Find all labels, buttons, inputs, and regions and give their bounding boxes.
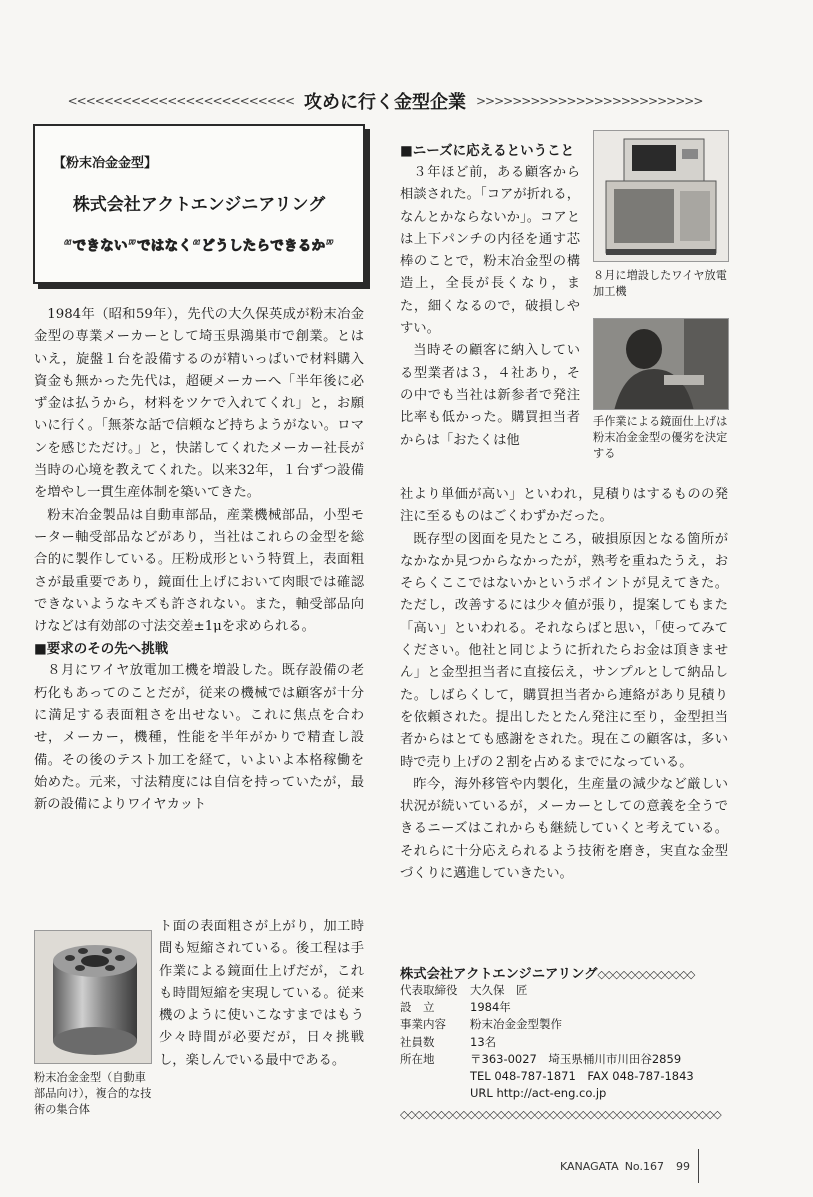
info-key: 代表取締役	[400, 983, 458, 997]
info-value: 13名	[470, 1034, 497, 1049]
paragraph: ８月にワイヤ放電加工機を増設した。既存設備の老朽化もあってのことだが，従来の機械では顧客が十分に満足する表面粗さを出せない。これに焦点を合わせ，メーカー，機種，性能を半年がかりで精査し設備。その後のテスト加工を経て，いよいよ本格稼働を始めた。元来，寸法精度には自信を持っていたが，最新の設備によりワイヤカット	[34, 663, 364, 813]
slogan: “できない”ではなく“どうしたらできるか”	[63, 238, 335, 254]
info-key: 社員数	[400, 1034, 435, 1049]
worker-icon	[594, 319, 729, 410]
info-key: 所在地	[400, 1051, 435, 1066]
banner-right-chevrons: >>>>>>>>>>>>>>>>>>>>>>>>>	[476, 94, 703, 108]
left-column	[34, 304, 364, 817]
magazine-name: KANAGATA	[560, 1159, 619, 1173]
worker-caption: 手作業による鏡面仕上げは粉末冶金金型の優劣を決定する	[593, 415, 728, 460]
info-value: URL http://act-eng.co.jp	[470, 1086, 607, 1101]
info-row	[400, 999, 730, 1016]
info-row	[400, 1068, 730, 1085]
section-heading: ■ニーズに応えるということ	[400, 143, 575, 159]
category-label: 【粉末冶金金型】	[53, 156, 158, 171]
paragraph: 社より単価が高い」といわれ，見積りはするものの発注に至るものはごくわずかだった。	[400, 487, 728, 525]
paragraph: ト面の表面粗さが上がり，加工時間も短縮されている。後工程は手作業による鏡面仕上げだが，これも時間短縮を実現している。従来機のように使いこなすまではもう少々時間が必要だが，日々挑戦し，楽しんでいる最中である。	[159, 919, 364, 1068]
info-divider: ◇◇◇◇◇◇◇◇◇◇◇◇◇◇◇◇◇◇◇◇◇◇◇◇◇◇◇◇◇◇◇◇◇◇◇◇◇◇◇◇◇◇◇	[400, 1108, 721, 1122]
info-row	[400, 1016, 730, 1033]
section-banner	[40, 86, 730, 116]
info-key: 設 立	[400, 1000, 435, 1015]
company-info-title	[400, 963, 730, 982]
company-info	[400, 963, 730, 1121]
info-value: 〒363-0027 埼玉県桶川市川田谷2859	[470, 1051, 682, 1066]
section-heading: ■要求のその先へ挑戦	[34, 641, 169, 658]
worker-photo	[593, 318, 729, 410]
info-key	[400, 1085, 470, 1102]
info-row	[400, 1034, 730, 1051]
page-footer	[560, 1149, 780, 1183]
info-row	[400, 1085, 730, 1102]
mold-caption: 粉末冶金金型（自動車部品向け），複合的な技術の集合体	[34, 1071, 152, 1116]
info-value: TEL 048-787-1871 FAX 048-787-1843	[470, 1069, 694, 1084]
paragraph: ３年ほど前，ある顧客から相談された。「コアが折れる，なんとかならないか」。コアとは上下パンチの内径を通す芯棒のことで，粉末冶金型の構造上，全長が長くなり，また，細くなるので，破損しやすい。	[400, 165, 580, 337]
issue-number: No.167	[624, 1159, 664, 1173]
mold-icon	[35, 931, 152, 1064]
right-column-top	[400, 140, 580, 452]
paragraph: 1984年（昭和59年），先代の大久保英成が粉末冶金金型の専業メーカーとして埼玉県鴻巣市で創業。とはいえ，旋盤１台を設備するのが精いっぱいで材料購入資金も無かった先代は，超硬メーカーへ「半年後に必ず金は払うから，材料をツケで入れてくれ」と，お願いに行く。「無茶な話で信頼など持ちようがない。ロマンを感じただけ。」と，快諾してくれたメーカー社長が当時の心境を教えてくれた。以来32年，１台ずつ設備を増やし一貫生産体制を築いてきた。	[34, 307, 364, 501]
machine-photo	[593, 130, 729, 262]
article-title-box	[33, 124, 365, 284]
banner-left-chevrons: <<<<<<<<<<<<<<<<<<<<<<<<<	[67, 94, 294, 108]
right-column-bottom	[400, 484, 728, 885]
paragraph: 粉末冶金製品は自動車部品，産業機械部品，小型モーター軸受部品などがあり，当社はこれらの金型を総合的に製作している。圧粉成形という特質上，表面粗さが最重要であり，鏡面仕上げにおいて肉眼では確認できないようなキズも許されない。また，軸受部品向けなどは有効部の寸法交差±1μを求められる。	[34, 507, 364, 635]
page-number: 99	[675, 1159, 690, 1173]
left-column-continuation	[159, 916, 364, 1072]
paragraph: 昨今，海外移管や内製化，生産量の減少など厳しい状況が続いているが，メーカーとしての意義を全うできるニーズはこれからも継続していくと考えている。それらに十分応えられるよう技術を磨き，実直な金型づくりに邁進していきたい。	[400, 776, 728, 882]
banner-title: 攻めに行く金型企業	[304, 92, 466, 113]
info-value: 1984年	[470, 1000, 511, 1015]
info-row	[400, 982, 730, 999]
company-info-decor: ◇◇◇◇◇◇◇◇◇◇◇◇◇	[597, 968, 695, 981]
company-info-name: 株式会社アクトエンジニアリング	[400, 967, 598, 982]
info-value: 粉末冶金金型製作	[470, 1017, 562, 1032]
mold-photo	[34, 930, 152, 1064]
paragraph: 既存型の図面を見たところ，破損原因となる箇所がなかなか見つからなかったが，熟考を重ねたうえ，おそらくここではないかというポイントが見えてきた。ただし，改善するには少々値が張り，提案してもまた「高い」といわれる。それならばと思い，「使ってみてください。他社と同じように折れたらお金は頂きません」と金型担当者に直接伝え，サンプルとして納品した。しばらくして，購買担当者から連絡があり見積りを依頼された。提出したとたん発注に至り，金型担当者からはとても感謝をされた。現在この顧客は，多い時で売り上げの２割を占めるまでになっている。	[400, 531, 728, 770]
paragraph: 当時その顧客に納入している型業者は３，４社あり，その中でも当社は新参者で発注比率も低かった。購買担当者からは「おたくは他	[400, 343, 580, 448]
info-row	[400, 1051, 730, 1068]
info-value: 大久保 匠	[470, 983, 528, 997]
info-key: 事業内容	[400, 1017, 446, 1032]
machine-icon	[594, 131, 729, 262]
company-headline: 株式会社アクトエンジニアリング	[72, 195, 326, 215]
footer-separator	[698, 1149, 699, 1183]
info-key	[400, 1068, 470, 1085]
machine-caption: ８月に増設したワイヤ放電加工機	[593, 269, 727, 298]
